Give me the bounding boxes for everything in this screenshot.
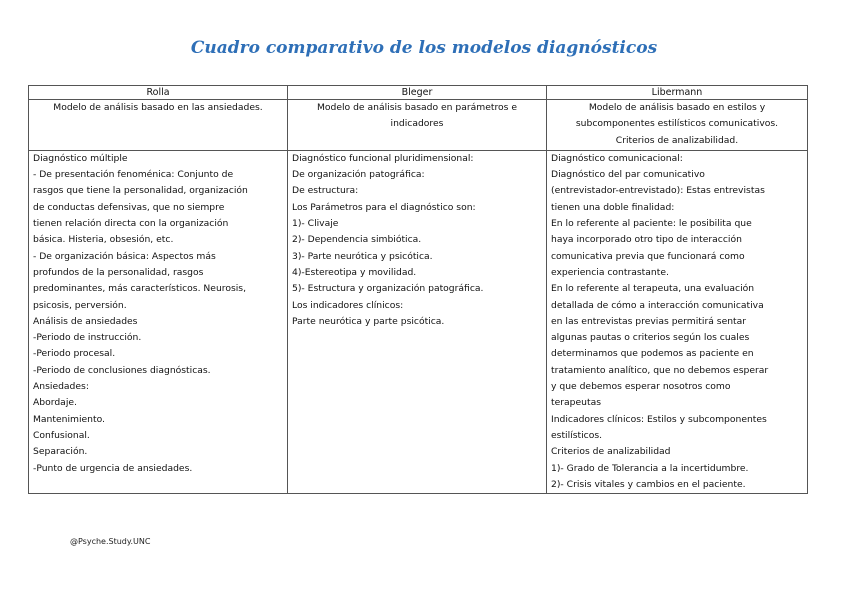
cell-line: Criterios de analizabilidad. — [615, 134, 739, 146]
comparison-table — [28, 85, 808, 494]
detail-bleger — [288, 150, 547, 493]
cell-line: En lo referente al terapeuta, una evaluación — [551, 283, 755, 295]
cell-line: comunicativa previa que funcionará como — [551, 250, 745, 262]
cell-line: Ansiedades: — [33, 381, 89, 393]
cell-line: detallada de cómo a interacción comunicativa — [551, 299, 764, 311]
cell-line: en las entrevistas previas permitirá sentar — [551, 315, 747, 327]
cell-line: rasgos que tiene la personalidad, organización — [33, 185, 248, 197]
cell-line: -Periodo de instrucción. — [33, 332, 142, 344]
cell-line: Diagnóstico del par comunicativo — [551, 169, 705, 181]
description-row — [29, 100, 808, 151]
cell-line: -Punto de urgencia de ansiedades. — [33, 462, 193, 474]
cell-line: tratamiento analítico, que no debemos esperar — [551, 364, 769, 376]
cell-line: 1)- Clivaje — [292, 218, 339, 230]
cell-line: Indicadores clínicos: Estilos y subcomponentes — [551, 413, 767, 425]
cell-line: (entrevistador-entrevistado): Estas entrevistas — [551, 185, 765, 197]
description-libermann — [547, 100, 808, 151]
cell-line: Modelo de análisis basado en parámetros e — [316, 102, 518, 113]
cell-line: indicadores — [390, 118, 444, 130]
cell-line: 4)-Estereotipa y movilidad. — [292, 266, 417, 278]
cell-line: algunas pautas o criterios según los cuales — [551, 332, 750, 344]
description-bleger — [288, 100, 547, 151]
cell-line: 2)- Crisis vitales y cambios en el paciente. — [551, 478, 746, 490]
cell-line: estilísticos. — [551, 429, 603, 441]
cell-line: Abordaje. — [33, 397, 77, 409]
cell-line: Mantenimiento. — [33, 413, 105, 425]
cell-line: - De organización básica: Aspectos más — [33, 250, 216, 262]
cell-line: 2)- Dependencia simbiótica. — [292, 234, 422, 246]
cell-line: En lo referente al paciente: le posibilita que — [551, 218, 752, 230]
cell-line: subcomponentes estilísticos comunicativos. — [575, 118, 779, 130]
cell-line: profundos de la personalidad, rasgos — [33, 266, 204, 278]
cell-line: tienen relación directa con la organización — [33, 218, 229, 230]
cell-line: Análisis de ansiedades — [33, 315, 138, 327]
cell-line: 5)- Estructura y organización patográfica. — [292, 283, 484, 295]
cell-line: - De presentación fenoménica: Conjunto de — [33, 169, 234, 181]
description-rolla — [29, 100, 288, 151]
footer-credit: @Psyche.Study.UNC — [70, 537, 151, 546]
cell-line: De organización patográfica: — [292, 169, 425, 181]
header-rolla: Rolla — [29, 86, 288, 100]
cell-line: Confusional. — [33, 429, 90, 441]
cell-line: Separación. — [33, 446, 88, 458]
cell-line: Modelo de análisis basado en las ansiedades. — [53, 102, 263, 113]
page-title: Cuadro comparativo de los modelos diagnósticos — [190, 38, 658, 58]
cell-line: determinamos que podemos as paciente en — [551, 348, 754, 360]
cell-line: Diagnóstico funcional pluridimensional: — [292, 152, 474, 164]
cell-line: Criterios de analizabilidad — [551, 446, 671, 458]
cell-line: Parte neurótica y parte psicótica. — [292, 315, 445, 327]
cell-line: Modelo de análisis basado en estilos y — [588, 102, 766, 113]
cell-line: Los Parámetros para el diagnóstico son: — [292, 201, 476, 213]
cell-line: de conductas defensivas, que no siempre — [33, 201, 225, 213]
detail-rolla — [29, 150, 288, 493]
cell-line: Diagnóstico comunicacional: — [551, 152, 683, 164]
cell-line: tienen una doble finalidad: — [551, 201, 675, 213]
cell-line: Los indicadores clínicos: — [292, 299, 404, 311]
cell-line: básica. Histeria, obsesión, etc. — [33, 234, 174, 246]
cell-line: psicosis, perversión. — [33, 299, 127, 311]
detail-row — [29, 150, 808, 493]
cell-line: 3)- Parte neurótica y psicótica. — [292, 250, 433, 262]
header-row — [29, 86, 808, 100]
header-bleger: Bleger — [288, 86, 547, 100]
cell-line: haya incorporado otro tipo de interacción — [551, 234, 742, 246]
cell-line: -Periodo de conclusiones diagnósticas. — [33, 364, 211, 376]
cell-line: 1)- Grado de Tolerancia a la incertidumbre. — [551, 462, 749, 474]
cell-line: predominantes, más característicos. Neurosis, — [33, 283, 247, 295]
detail-libermann — [547, 150, 808, 493]
header-libermann: Libermann — [547, 86, 808, 100]
cell-line: experiencia contrastante. — [551, 266, 669, 278]
cell-line: y que debemos esperar nosotros como — [551, 381, 731, 393]
cell-line: terapeutas — [551, 397, 601, 409]
cell-line: -Periodo procesal. — [33, 348, 116, 360]
cell-line: Diagnóstico múltiple — [33, 152, 128, 164]
cell-line: De estructura: — [292, 185, 359, 197]
